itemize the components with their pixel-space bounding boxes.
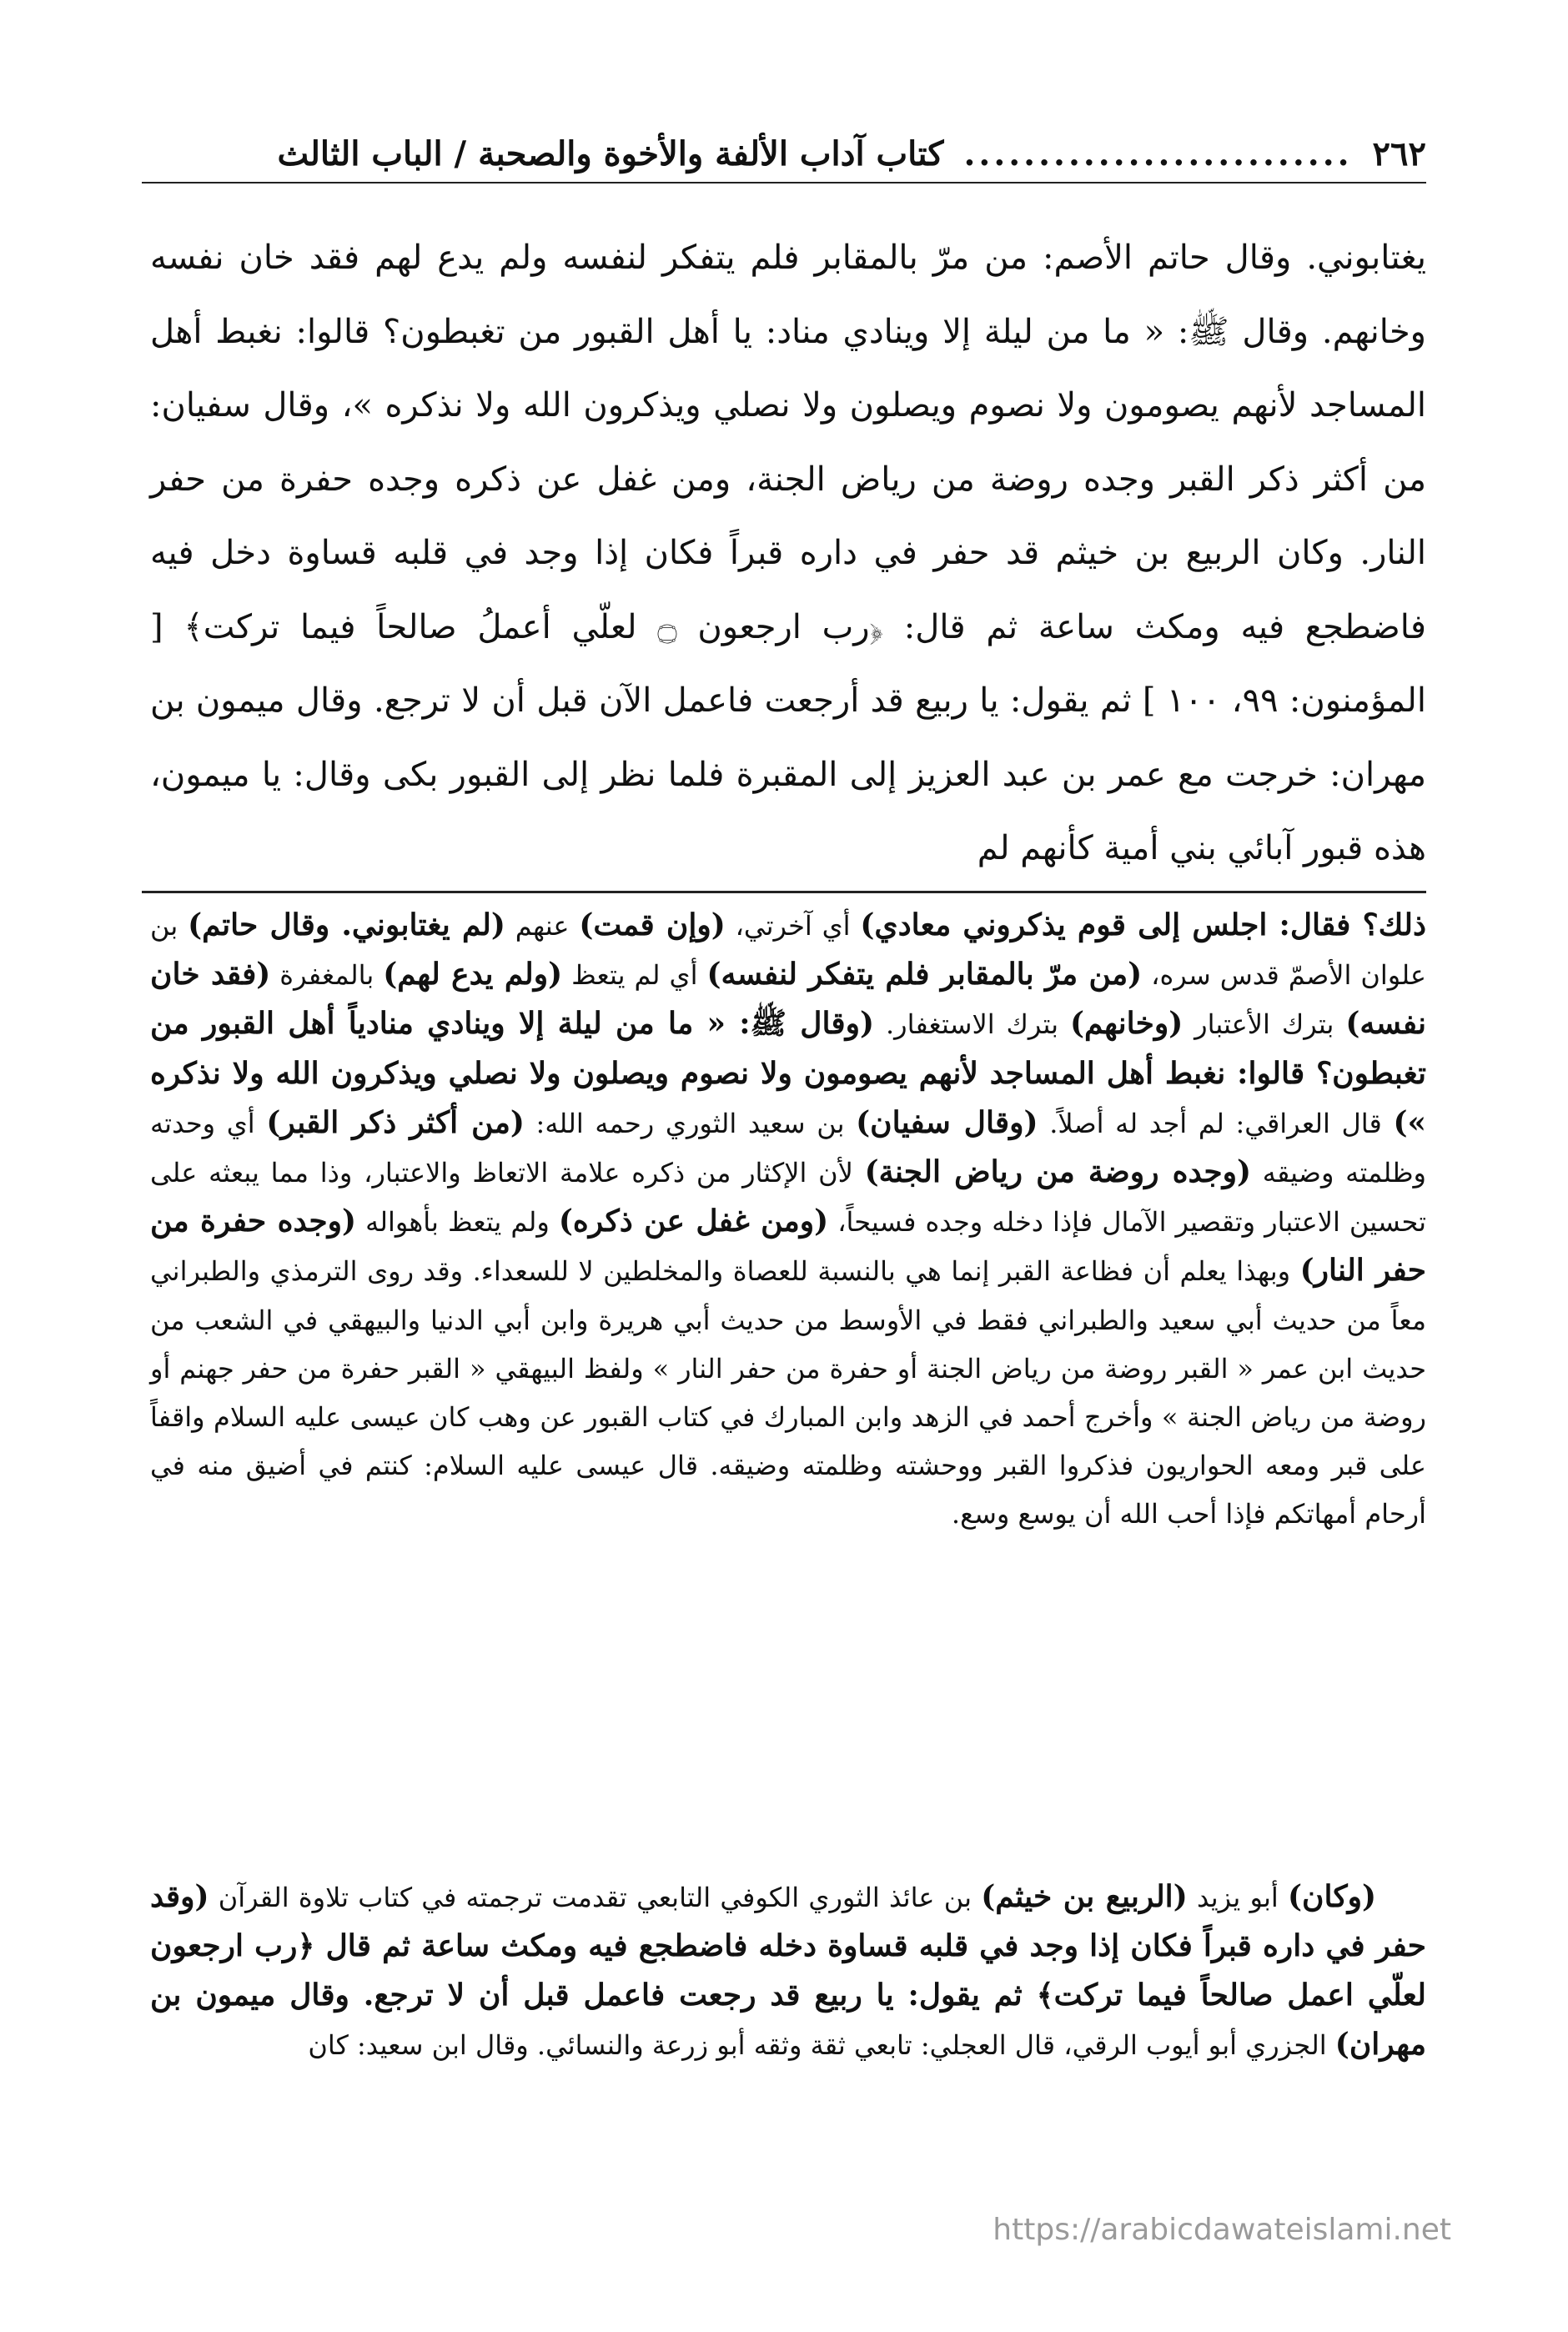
quoted-text-segment: (الربيع بن خيثم) xyxy=(981,1879,1188,1914)
commentary-text-segment: بن علوان الأصمّ قدس سره، xyxy=(150,910,1427,992)
quoted-text-segment: (ومن غفل عن ذكره) xyxy=(558,1204,829,1239)
footnote-divider xyxy=(142,891,1426,893)
commentary-text-segment: بن عائذ الثوري الكوفي التابعي تقدمت ترجمته في كتاب تلاوة القرآن xyxy=(209,1882,982,1913)
commentary-paragraph-2 xyxy=(150,1872,1426,2069)
commentary-text-segment: أي لم يتعظ xyxy=(562,959,707,992)
quoted-text-segment: (ولم يدع لهم) xyxy=(383,957,563,993)
commentary-text-segment: أبو يزيد xyxy=(1187,1882,1289,1913)
commentary-text-segment: بترك الاستغفار. xyxy=(874,1008,1070,1041)
quoted-text-segment: (من مرّ بالمقابر فلم يتفكر لنفسه) xyxy=(706,957,1143,993)
quoted-text-segment: (وقد حفر في داره قبراً فكان إذا وجد في قلبه قساوة دخله فاضطجع فيه ومكث ساعة ثم قال ﴿رب ارجعون لعلّي اعمل صالحاً فيما تركت﴾ ثم يقول: يا ربيع قد رجعت فاعمل قبل أن لا ترجع. وقال ميمون بن مهران) xyxy=(150,1879,1426,2062)
quoted-text-segment: (لم يغتابوني. وقال حاتم) xyxy=(188,907,505,942)
quoted-text-segment: (من أكثر ذكر القبر) xyxy=(266,1104,525,1140)
running-header xyxy=(142,115,1426,173)
commentary-text-segment: بترك الأعتبار xyxy=(1183,1008,1346,1041)
quoted-text-segment: (وقال ﷺ: « ما من ليلة إلا وينادي منادياً أهل القبور من تغبطون؟ قالوا: نغبط أهل المساجد لأنهم يصومون ولا نصوم ويصلون ولا نصلي ويذكرون الله ولا نذكره ») xyxy=(150,1006,1427,1140)
commentary-block xyxy=(150,901,1426,1868)
quoted-text-segment: (وجده روضة من رياض الجنة) xyxy=(864,1154,1252,1190)
quoted-text-segment: (وكان) xyxy=(1288,1879,1377,1914)
commentary-text-segment: ولم يتعظ بأهواله xyxy=(356,1206,559,1239)
commentary-block-2 xyxy=(150,1872,1426,2189)
quoted-text-segment: ذلك؟ فقال: اجلس إلى قوم يذكروني معادي) xyxy=(860,907,1427,942)
commentary-text-segment: بن سعيد الثوري رحمه الله: xyxy=(524,1107,857,1139)
main-paragraph: يغتابوني. وقال حاتم الأصم: من مرّ بالمقابر فلم يتفكر لنفسه ولم يدع لهم فقد خان نفسه وخانهم. وقال ﷺ: « ما من ليلة إلا وينادي مناد: يا أهل القبور من تغبطون؟ قالوا: نغبط أهل المساجد لأنهم يصومون ولا نصوم ويصلون ولا نصلي ويذكرون الله ولا نذكره »، وقال سفيان: من أكثر ذكر القبر وجده روضة من رياض الجنة، ومن غفل عن ذكره وجده حفرة من حفر النار. وكان الربيع بن خيثم قد حفر في داره قبراً فكان إذا وجد في قلبه قساوة دخل فيه فاضطجع فيه ومكث ساعة ثم قال: ﴿رب ارجعون ۝ لعلّي أعملُ صالحاً فيما تركت﴾ [ المؤمنون: ٩٩، ١٠٠ ] ثم يقول: يا ربيع قد أرجعت فاعمل الآن قبل أن لا ترجع. وقال ميمون بن مهران: خرجت مع عمر بن عبد العزيز إلى المقبرة فلما نظر إلى القبور بكى وقال: يا ميمون، هذه قبور آبائي بني أمية كأنهم لم xyxy=(150,239,1427,867)
quoted-text-segment: (وقال سفيان) xyxy=(856,1104,1038,1140)
header-title: كتاب آداب الألفة والأخوة والصحبة / الباب الثالث xyxy=(277,134,944,173)
commentary-text-segment: قال العراقي: لم أجد له أصلاً. xyxy=(1038,1107,1394,1139)
quoted-text-segment: (فقد خان نفسه) xyxy=(150,957,1427,1042)
header-divider xyxy=(142,182,1426,183)
quoted-text-segment: (وخانهم) xyxy=(1070,1006,1184,1042)
page-number: ٢٦٢ xyxy=(1372,134,1426,173)
commentary-text-segment: بالمغفرة xyxy=(270,959,384,992)
header-leader-dots: .......................... xyxy=(963,134,1353,173)
commentary-paragraph xyxy=(150,901,1426,1539)
commentary-text-segment: عنهم xyxy=(505,910,580,942)
commentary-text-segment: أي آخرتي، xyxy=(725,910,861,942)
commentary-text-segment: لأن الإكثار من ذكره علامة الاتعاظ والاعتبار، وذا مما يبعثه على تحسين الاعتبار وتقصير الآمال فإذا دخله وجده فسيحاً، xyxy=(150,1157,1427,1239)
watermark-url: https://arabicdawateislami.net xyxy=(993,2213,1451,2247)
main-text-block xyxy=(150,221,1426,888)
quoted-text-segment: (وجده حفرة من حفر النار) xyxy=(150,1204,1427,1289)
quoted-text-segment: (وإن قمت) xyxy=(579,907,726,942)
commentary-text-segment: الجزري أبو أيوب الرقي، قال العجلي: تابعي ثقة وثقه أبو زرعة والنسائي. وقال ابن سعيد: كان xyxy=(308,2029,1335,2061)
commentary-text-segment: أي وحدته وظلمته وضيقه xyxy=(150,1107,1427,1189)
commentary-text-segment: وبهذا يعلم أن فظاعة القبر إنما هي بالنسبة للعصاة والمخلطين لا للسعداء. وقد روى الترمذي والطبراني معاً من حديث أبي سعيد والطبراني فقط في الأوسط من حديث أبي هريرة وابن أبي الدنيا والبيهقي في الشعب من حديث ابن عمر « القبر روضة من رياض الجنة أو حفرة من حفر النار » ولفظ البيهقي « القبر حفرة من حفر جهنم أو روضة من رياض الجنة » وأخرج أحمد في الزهد وابن المبارك في كتاب القبور عن وهب كان عيسى عليه السلام واقفاً على قبر ومعه الحواريون فذكروا القبر ووحشته وظلمته وضيقه. قال عيسى عليه السلام: كنتم في أضيق منه في أرحام أمهاتكم فإذا أحب الله أن يوسع وسع. xyxy=(150,1255,1427,1530)
